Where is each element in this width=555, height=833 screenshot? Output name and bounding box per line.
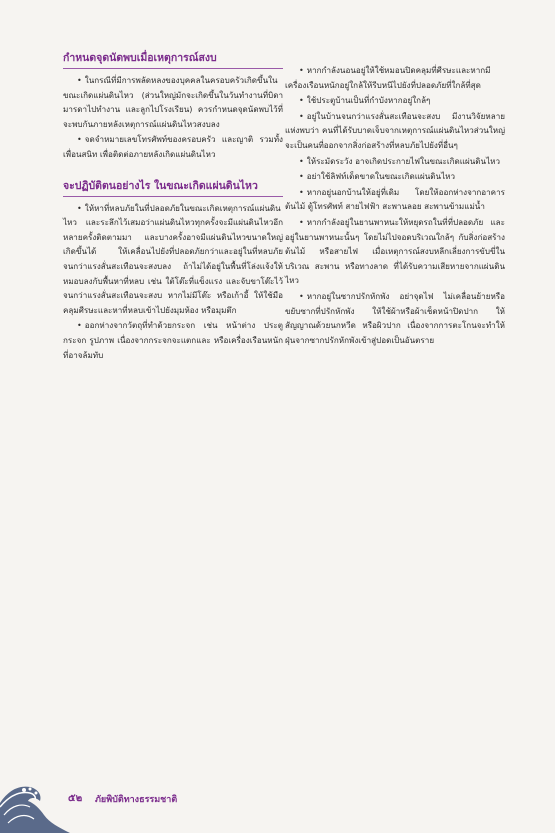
paragraph: • ใช้ประตูบ้านเป็นที่กำบังหากอยู่ใกล้ๆ (299, 95, 431, 106)
bullet-icon: • (299, 290, 304, 301)
paragraph: • หากอยู่นอกบ้านให้อยู่ที่เดิม โดยให้ออกห่างจากอาคาร ต้นไม้ ตู้โทรศัพท์ สายไฟฟ้า สะพานลอย สะพานข้ามแม่น้ำ (285, 186, 505, 212)
right-column (285, 63, 505, 348)
page-footer (0, 763, 555, 833)
bullet-icon: • (77, 75, 82, 85)
paragraph: • ให้ระมัดระวัง อาจเกิดประกายไฟในขณะเกิดแผ่นดินไหว (299, 155, 501, 166)
paragraph: • ให้หาที่หลบภัยในที่ปลอดภัยในขณะเกิดเหตุการณ์แผ่นดินไหว และระลึกไว้เสมอว่าแผ่นดินไหวทุกครั้งจะมีแผ่นดินไหวอีกหลายครั้งติดตามมา และบางครั้งอาจมีแผ่นดินไหวขนาดใหญ่เกิดขึ้นได้ ให้เคลื่อนไปยังที่ปลอดภัยกว่าและอยู่ในที่หลบภัยจนกว่าแรงสั่นสะเทือนจะสงบลง ถ้าไม่ได้อยู่ในพื้นที่โล่งแจ้งให้หมอบลงกับพื้นหาที่หลบ เช่น ใต้โต๊ะที่แข็งแรง และจับขาโต๊ะไว้จนกว่าแรงสั่นสะเทือนจะสงบ หากไม่มีโต๊ะ หรือเก้าอี้ ให้ใช้มือคลุมศีรษะและหาที่หลบเข้าไปยังมุมห้อง หรือมุมตึก (63, 202, 283, 315)
bullet-icon: • (299, 65, 304, 75)
paragraph: • หากอยู่ในซากปรักหักพัง อย่าจุดไฟ ไม่เคลื่อนย้ายหรือขยับซากที่ปรักหักพัง ให้ใช้ผ้าหรือผ้าเช็ดหน้าปิดปาก ให้สัญญาณด้วยนกหวีด หรือผิวปาก เนื่องจากการตะโกนจะทำให้ฝุ่นจากซากปรักหักพังเข้าสู่ปอดเป็นอันตราย (285, 290, 505, 345)
page-number: ๕๒ (68, 793, 83, 804)
paragraph: • ในกรณีที่มีการพลัดหลงของบุคคลในครอบครัวเกิดขึ้นในขณะเกิดแผ่นดินไหว (ส่วนใหญ่มักจะเกิดขึ้นในวันทำงานที่บิดา มารดาไปทำงาน และลูกไปโรงเรียน) ควรกำหนดจุดนัดพบไว้ที่จะพบกันภายหลังเหตุการณ์แผ่นดินไหวสงบลง (63, 75, 283, 129)
paragraph: • หากกำลังนอนอยู่ให้ใช้หมอนปิดคลุมที่ศีรษะและหากมีเครื่องเรือนหนักอยู่ใกล้ให้รีบหนีไปยังที่ปลอดภัยที่ใกล้ที่สุด (285, 65, 491, 90)
paragraph: • หากกำลังอยู่ในยานพาหนะให้หยุดรถในที่ที่ปลอดภัย และอยู่ในยานพาหนะนั้นๆ โดยไม่ไปจอดบริเวณใกล้ๆ กับสิ่งก่อสร้าง ต้นไม้ หรือสายไฟ เมื่อเหตุการณ์สงบหลีกเลี่ยงการขับขี่ในบริเวณ สะพาน หรือทางลาด ที่ได้รับความเสียหายจากแผ่นดินไหว (285, 216, 505, 286)
bullet-icon: • (299, 155, 304, 166)
paragraph: • ออกห่างจากวัตถุที่ทำด้วยกระจก เช่น หน้าต่าง ประตู กระจก รูปภาพ เนื่องจากกระจกจะแตกและ หรือเครื่องเรือนหนัก ที่อาจล้มทับ (63, 320, 283, 360)
paragraph: • อย่าใช้ลิฟท์เด็ดขาดในขณะเกิดแผ่นดินไหว (299, 171, 456, 182)
wave-illustration-icon (0, 763, 70, 833)
bullet-icon: • (77, 320, 82, 331)
bullet-icon: • (299, 186, 304, 197)
book-title: ภัยพิบัติทางธรรมชาติ (95, 795, 178, 805)
paragraph: • อยู่ในบ้านจนกว่าแรงสั่นสะเทือนจะสงบ มีงานวิจัยหลายแห่งพบว่า คนที่ได้รับบาดเจ็บจากเหตุการณ์แผ่นดินไหวส่วนใหญ่จะเป็นคนที่ออกจากสิ่งก่อสร้างที่หลบภัยไปยังที่อื่นๆ (285, 110, 505, 150)
left-column (63, 50, 283, 363)
bullet-icon: • (77, 202, 82, 213)
bullet-icon: • (299, 171, 304, 182)
bullet-icon: • (299, 95, 304, 106)
paragraph: • จดจำหมายเลขโทรศัพท์ของครอบครัว และญาติ รวมทั้งเพื่อนสนิท เพื่อติดต่อภายหลังเกิดแผ่นดินไหว (63, 134, 283, 159)
section-title-during-earthquake: จะปฏิบัติตนอย่างไร ในขณะเกิดแผ่นดินไหว (63, 178, 283, 197)
bullet-icon: • (299, 110, 304, 121)
bullet-icon: • (299, 216, 304, 227)
bullet-icon: • (77, 134, 82, 145)
section-title-meeting-point: กำหนดจุดนัดพบเมื่อเหตุการณ์สงบ (63, 50, 283, 69)
